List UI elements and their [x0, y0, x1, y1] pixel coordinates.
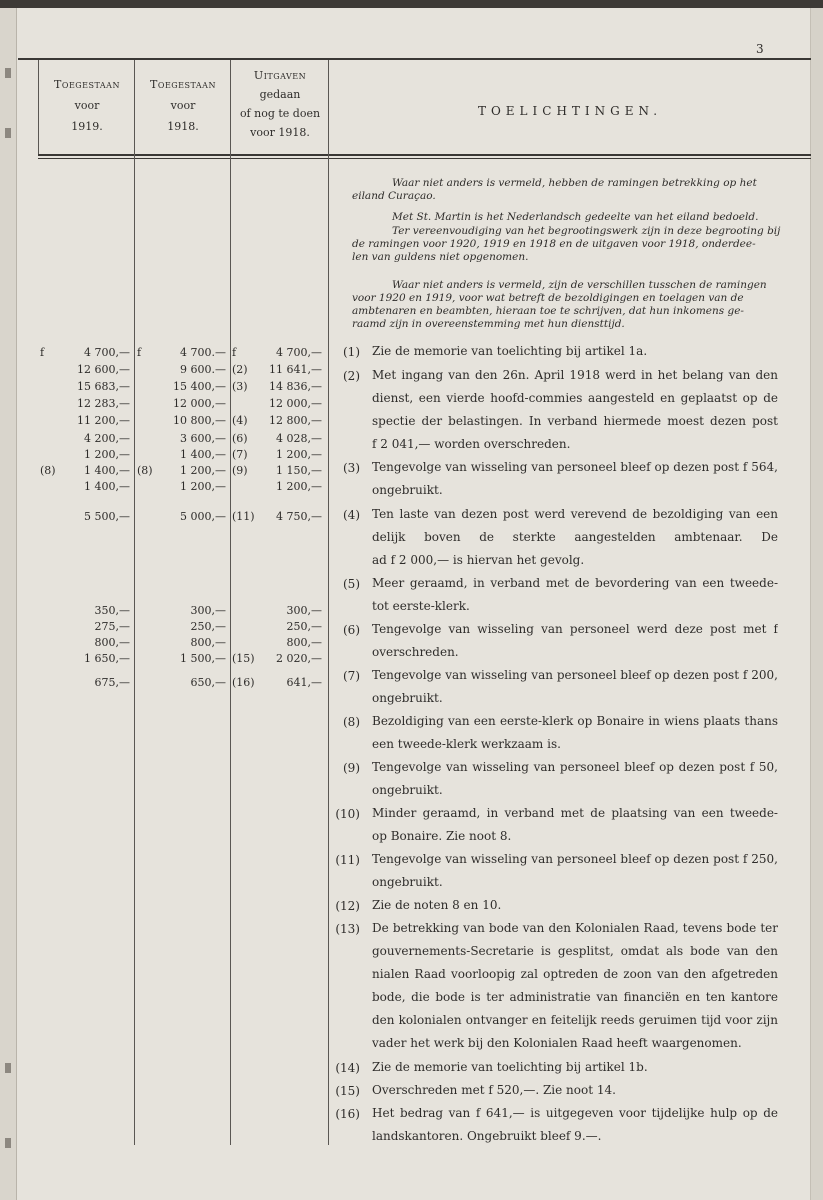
- note-ref: (3): [232, 380, 248, 393]
- note-ref: (7): [232, 448, 248, 461]
- binding-strip: [0, 8, 17, 1200]
- scan-top-edge: [0, 0, 823, 8]
- amount-1918: 9 600.—: [180, 363, 226, 376]
- header-allowed-1919: Toegestaan voor 1919.: [54, 78, 120, 133]
- amount-1918: 1 200,—: [180, 464, 226, 477]
- header-allowed-1918: Toegestaan voor 1918.: [150, 78, 216, 133]
- expenditure-1918: 641,—: [286, 676, 322, 689]
- note-line: den kolonialen ontvanger en feitelijk reeds geruimen tijd voor zijn: [372, 1013, 778, 1027]
- note-line: Overschreden met f 520,—. Zie noot 14.: [372, 1083, 616, 1097]
- amount-1919: 800,—: [94, 636, 130, 649]
- note-text: [372, 572, 778, 618]
- expenditure-1918: 4 700,—: [276, 346, 322, 359]
- note-line: Met ingang van den 26n. April 1918 werd in het belang van den: [372, 368, 778, 382]
- note-number: (4): [343, 508, 360, 522]
- note-line: ongebruikt.: [372, 483, 443, 497]
- amount-1919: 12 600,—: [77, 363, 130, 376]
- note-line: Zie de memorie van toelichting bij artikel 1a.: [372, 344, 648, 358]
- note-number: (8): [343, 715, 360, 729]
- note-line: De betrekking van bode van den Kolonialen Raad, tevens bode ter: [372, 921, 778, 935]
- note-number: (3): [343, 461, 360, 475]
- expenditure-1918: 4 028,—: [276, 432, 322, 445]
- note-number: (7): [343, 669, 360, 683]
- note-line: Tengevolge van wisseling van personeel bleef op dezen post f 250,: [372, 852, 778, 866]
- note-line: ad f 2 000,— is hiervan het gevolg.: [372, 553, 585, 567]
- amount-1918: 800,—: [190, 636, 226, 649]
- expenditure-1918: 2 020,—: [276, 652, 322, 665]
- note-line: ongebruikt.: [372, 875, 443, 889]
- amount-1919: 5 500,—: [84, 510, 130, 523]
- note-line: Meer geraamd, in verband met de bevordering van een tweede-: [372, 576, 778, 590]
- note-line: op Bonaire. Zie noot 8.: [372, 829, 512, 843]
- amount-1919: 11 200,—: [77, 414, 130, 427]
- note-ref: f: [232, 346, 237, 359]
- amount-1918: 3 600,—: [180, 432, 226, 445]
- note-line: overschreden.: [372, 645, 459, 659]
- note-text: [372, 664, 778, 710]
- amount-1918: 12 000,—: [173, 397, 226, 410]
- note-text: [372, 802, 778, 848]
- amount-1919: 1 400,—: [84, 464, 130, 477]
- amount-1918: 10 800,—: [173, 414, 226, 427]
- note-ref: (16): [232, 676, 255, 689]
- expenditure-1918: 800,—: [286, 636, 322, 649]
- note-line: landskantoren. Ongebruikt bleef 9.—.: [372, 1129, 602, 1143]
- header-expenditure-1918: Uitgaven gedaan of nog te doen voor 1918.: [239, 69, 321, 139]
- note-line: ongebruikt.: [372, 783, 443, 797]
- note-line: Tengevolge van wisseling van personeel werd deze post met f: [372, 622, 778, 636]
- amount-1919: 12 283,—: [77, 397, 130, 410]
- amount-1918: 1 400,—: [180, 448, 226, 461]
- amount-1919: 4 700,—: [84, 346, 130, 359]
- note-number: (11): [335, 853, 360, 867]
- note-ref: (9): [232, 464, 248, 477]
- page-number: 3: [756, 42, 764, 56]
- prefix-1919: (8): [40, 464, 56, 477]
- note-text: [372, 1102, 778, 1148]
- note-text: [372, 503, 778, 572]
- note-number: (1): [343, 345, 360, 359]
- note-line: bode, die bode is ter administratie van financiën en ten kantore: [372, 990, 778, 1004]
- prefix-1918: f: [137, 346, 142, 359]
- note-ref: (15): [232, 652, 255, 665]
- expenditure-1918: 1 200,—: [276, 480, 322, 493]
- note-ref: (4): [232, 414, 248, 427]
- amount-1919: 1 400,—: [84, 480, 130, 493]
- amount-1919: 350,—: [94, 604, 130, 617]
- note-line: een tweede-klerk werkzaam is.: [372, 737, 561, 751]
- note-number: (9): [343, 761, 360, 775]
- page-edge: [810, 8, 823, 1200]
- note-text: [372, 364, 778, 456]
- intro-paragraph-2: Met St. Martin is het Nederlandsch gedeelte van het eiland bedoeld.: [392, 211, 759, 223]
- note-text: [372, 1079, 778, 1102]
- expenditure-1918: 14 836,—: [269, 380, 322, 393]
- note-line: Zie de noten 8 en 10.: [372, 898, 502, 912]
- note-ref: (6): [232, 432, 248, 445]
- note-text: [372, 456, 778, 502]
- note-line: Bezoldiging van een eerste-klerk op Bonaire in wiens plaats thans: [372, 714, 778, 728]
- expenditure-1918: 1 150,—: [276, 464, 322, 477]
- note-line: Tengevolge van wisseling van personeel bleef op dezen post f 564,: [372, 460, 778, 474]
- amount-1919: 675,—: [94, 676, 130, 689]
- intro-paragraph-4: Waar niet anders is vermeld, zijn de verschillen tusschen de ramingen voor 1920 en 1919, voor wat betreft de bezoldigingen en toelagen van de ambtenaren en beambten, hieraan toe te schrijven, dat hun inkomens ge- raamd zijn in overeenstemming met hun diensttijd.: [352, 279, 767, 330]
- note-number: (16): [335, 1107, 360, 1121]
- note-ref: (11): [232, 510, 255, 523]
- note-line: f 2 041,— worden overschreden.: [372, 437, 571, 451]
- note-line: Minder geraamd, in verband met de plaatsing van een tweede-: [372, 806, 778, 820]
- note-ref: (2): [232, 363, 248, 376]
- note-number: (14): [335, 1061, 360, 1075]
- note-line: nialen Raad voorloopig zal optreden de zoon van den afgetreden: [372, 967, 778, 981]
- note-number: (12): [335, 899, 360, 913]
- amount-1918: 4 700.—: [180, 346, 226, 359]
- note-line: vader het werk bij den Kolonialen Raad heeft waargenomen.: [372, 1036, 742, 1050]
- amount-1919: 1 200,—: [84, 448, 130, 461]
- note-number: (15): [335, 1084, 360, 1098]
- note-line: dienst, een vierde hoofd-commies aangesteld en geplaatst op de: [372, 391, 778, 405]
- note-line: Zie de memorie van toelichting bij artikel 1b.: [372, 1060, 648, 1074]
- expenditure-1918: 250,—: [286, 620, 322, 633]
- amount-1918: 1 200,—: [180, 480, 226, 493]
- note-line: Ten laste van dezen post werd verevend de bezoldiging van een: [372, 507, 778, 521]
- intro-paragraph-1: Waar niet anders is vermeld, hebben de ramingen betrekking op het eiland Curaçao.: [352, 177, 757, 202]
- amount-1918: 650,—: [190, 676, 226, 689]
- prefix-1919: f: [40, 346, 45, 359]
- header-explanations: TOELICHTINGEN.: [477, 104, 663, 118]
- note-line: gouvernements-Secretarie is gesplitst, omdat als bode van den: [372, 944, 778, 958]
- intro-paragraph-3: Ter vereenvoudiging van het begrootingswerk zijn in deze begrooting bij de ramingen voor 1920, 1919 en 1918 en de uitgaven voor 1918, onderdee- len van guldens niet opgenomen.: [352, 225, 781, 263]
- note-number: (2): [343, 369, 360, 383]
- amount-1918: 5 000,—: [180, 510, 226, 523]
- note-line: Tengevolge van wisseling van personeel bleef op dezen post f 50,: [372, 760, 778, 774]
- amount-1919: 1 650,—: [84, 652, 130, 665]
- note-line: spectie der belastingen. In verband hiermede moest dezen post: [372, 414, 778, 428]
- note-text: [372, 917, 778, 1055]
- note-text: [372, 1056, 778, 1079]
- note-line: Tengevolge van wisseling van personeel bleef op dezen post f 200,: [372, 668, 778, 682]
- amount-1919: 275,—: [94, 620, 130, 633]
- expenditure-1918: 11 641,—: [269, 363, 322, 376]
- expenditure-1918: 4 750,—: [276, 510, 322, 523]
- note-text: [372, 340, 778, 363]
- note-text: [372, 618, 778, 664]
- amount-1919: 4 200,—: [84, 432, 130, 445]
- note-number: (13): [335, 922, 360, 936]
- expenditure-1918: 12 000,—: [269, 397, 322, 410]
- prefix-1918: (8): [137, 464, 153, 477]
- amount-1918: 250,—: [190, 620, 226, 633]
- note-line: Het bedrag van f 641,— is uitgegeven voor tijdelijke hulp op de: [372, 1106, 778, 1120]
- amount-1918: 300,—: [190, 604, 226, 617]
- amount-1918: 1 500,—: [180, 652, 226, 665]
- note-line: delijk boven de sterkte aangestelden ambtenaar. De: [372, 530, 778, 544]
- amount-1918: 15 400,—: [173, 380, 226, 393]
- note-number: (6): [343, 623, 360, 637]
- expenditure-1918: 12 800,—: [269, 414, 322, 427]
- note-text: [372, 710, 778, 756]
- note-text: [372, 848, 778, 894]
- note-number: (10): [335, 807, 360, 821]
- note-line: ongebruikt.: [372, 691, 443, 705]
- note-line: tot eerste-klerk.: [372, 599, 470, 613]
- note-text: [372, 756, 778, 802]
- expenditure-1918: 300,—: [286, 604, 322, 617]
- expenditure-1918: 1 200,—: [276, 448, 322, 461]
- note-text: [372, 894, 778, 917]
- amount-1919: 15 683,—: [77, 380, 130, 393]
- note-number: (5): [343, 577, 360, 591]
